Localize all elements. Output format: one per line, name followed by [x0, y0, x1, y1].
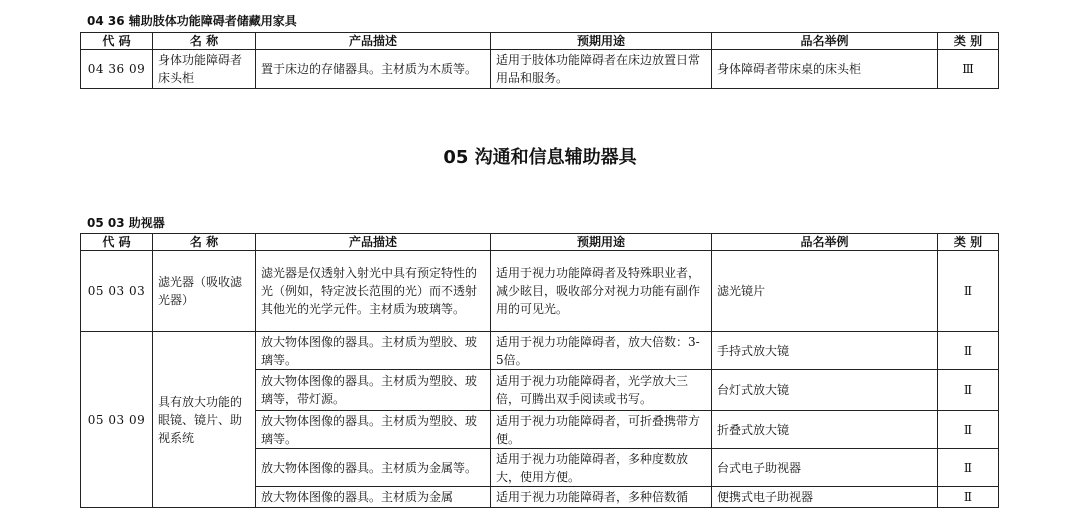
cell-class: Ⅱ — [938, 332, 999, 370]
table-0436 — [80, 32, 999, 89]
cell-use: 适用于肢体功能障碍者在床边放置日常用品和服务。 — [491, 50, 712, 89]
header-class: 类 别 — [938, 33, 999, 50]
cell-example: 台式电子助视器 — [712, 449, 938, 487]
cell-code: 05 03 03 — [81, 251, 153, 332]
cell-use: 适用于视力功能障碍者，可折叠携带方便。 — [491, 411, 712, 449]
cell-desc: 放大物体图像的器具。主材质为塑胶、玻璃等，带灯源。 — [256, 370, 491, 411]
cell-desc: 置于床边的存储器具。主材质为木质等。 — [256, 50, 491, 89]
cell-example: 手持式放大镜 — [712, 332, 938, 370]
cell-desc: 放大物体图像的器具。主材质为塑胶、玻璃等。 — [256, 332, 491, 370]
cell-desc: 放大物体图像的器具。主材质为金属 — [256, 487, 491, 508]
cell-example: 滤光镜片 — [712, 251, 938, 332]
cell-use: 适用于视力功能障碍者及特殊职业者，减少眩目，吸收部分对视力功能有副作用的可见光。 — [491, 251, 712, 332]
header-desc: 产品描述 — [256, 33, 491, 50]
cell-use: 适用于视力功能障碍者，放大倍数：3-5倍。 — [491, 332, 712, 370]
header-code: 代 码 — [81, 33, 153, 50]
cell-class: Ⅱ — [938, 251, 999, 332]
cell-class: Ⅲ — [938, 50, 999, 89]
table-row — [81, 50, 999, 89]
cell-use: 适用于视力功能障碍者，多种倍数循 — [491, 487, 712, 508]
cell-code: 04 36 09 — [81, 50, 153, 89]
cell-example: 身体障碍者带床桌的床头柜 — [712, 50, 938, 89]
table-header-row — [81, 234, 999, 251]
cell-name: 滤光器（吸收滤光器） — [153, 251, 256, 332]
cell-example: 台灯式放大镜 — [712, 370, 938, 411]
section-title-0503: 05 03 助视器 — [87, 216, 165, 230]
table-row — [81, 332, 999, 370]
cell-example: 便携式电子助视器 — [712, 487, 938, 508]
header-desc: 产品描述 — [256, 234, 491, 251]
header-class: 类 别 — [938, 234, 999, 251]
cell-desc: 滤光器是仅透射入射光中具有预定特性的光（例如，特定波长范围的光）而不透射其他光的光学元件。主材质为玻璃等。 — [256, 251, 491, 332]
cell-class: Ⅱ — [938, 370, 999, 411]
cell-name: 身体功能障碍者床头柜 — [153, 50, 256, 89]
section-title-0436: 04 36 辅助肢体功能障碍者储藏用家具 — [87, 14, 297, 28]
cell-name: 具有放大功能的眼镜、镜片、助视系统 — [153, 332, 256, 508]
cell-use: 适用于视力功能障碍者，光学放大三倍，可腾出双手阅读或书写。 — [491, 370, 712, 411]
cell-class: Ⅱ — [938, 487, 999, 508]
header-example: 品名举例 — [712, 33, 938, 50]
cell-use: 适用于视力功能障碍者，多种度数放大，使用方便。 — [491, 449, 712, 487]
table-row — [81, 251, 999, 332]
header-name: 名 称 — [153, 234, 256, 251]
header-example: 品名举例 — [712, 234, 938, 251]
header-code: 代 码 — [81, 234, 153, 251]
chapter-title: 05 沟通和信息辅助器具 — [443, 147, 637, 168]
cell-example: 折叠式放大镜 — [712, 411, 938, 449]
header-use: 预期用途 — [491, 234, 712, 251]
cell-class: Ⅱ — [938, 411, 999, 449]
cell-desc: 放大物体图像的器具。主材质为金属等。 — [256, 449, 491, 487]
cell-code: 05 03 09 — [81, 332, 153, 508]
table-0503 — [80, 233, 999, 508]
cell-class: Ⅱ — [938, 449, 999, 487]
header-name: 名 称 — [153, 33, 256, 50]
table-header-row — [81, 33, 999, 50]
header-use: 预期用途 — [491, 33, 712, 50]
cell-desc: 放大物体图像的器具。主材质为塑胶、玻璃等。 — [256, 411, 491, 449]
